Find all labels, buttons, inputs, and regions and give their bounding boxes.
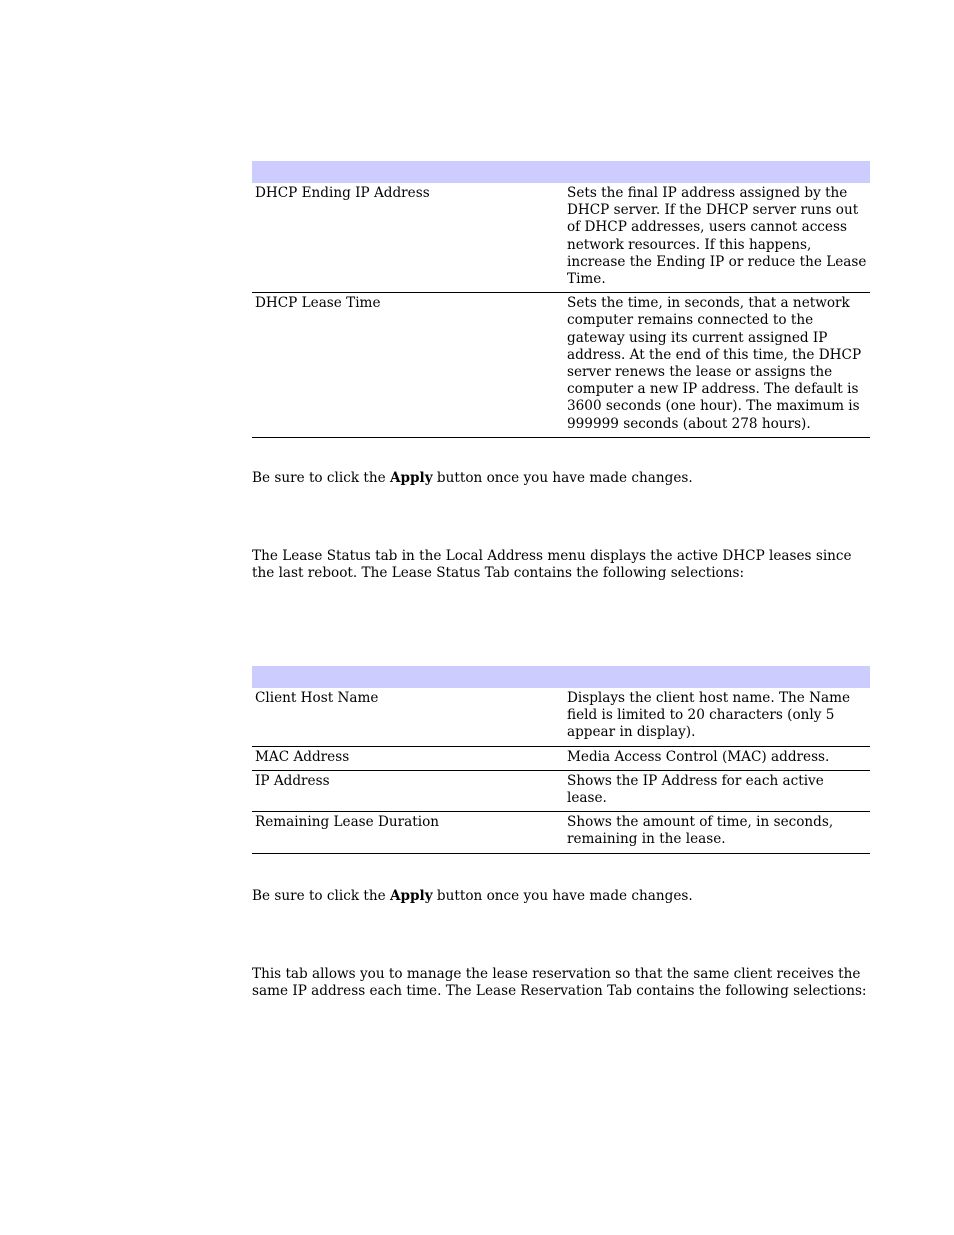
table-header-row xyxy=(252,666,870,688)
field-description: Shows the IP Address for each active lease. xyxy=(561,770,870,811)
apply-note: Be sure to click the Apply button once you have made changes. xyxy=(252,470,693,486)
field-description: Displays the client host name. The Name field is limited to 20 characters (only 5 appear in display). xyxy=(561,688,870,746)
apply-keyword: Apply xyxy=(389,888,433,904)
field-description: Shows the amount of time, in seconds, remaining in the lease. xyxy=(561,812,870,853)
table-row xyxy=(252,770,870,811)
lease-reservation-intro: This tab allows you to manage the lease reservation so that the same client receives the same IP address each time. The Lease Reservation Tab contains the following selections: xyxy=(252,966,867,1000)
apply-note: Be sure to click the Apply button once you have made changes. xyxy=(252,888,693,904)
field-name: MAC Address xyxy=(252,746,561,770)
table-row xyxy=(252,293,870,438)
field-name: Remaining Lease Duration xyxy=(252,812,561,853)
field-description: Media Access Control (MAC) address. xyxy=(561,746,870,770)
dhcp-settings-table xyxy=(252,161,870,438)
lease-status-table-block xyxy=(252,666,870,854)
field-name: IP Address xyxy=(252,770,561,811)
dhcp-settings-table-block xyxy=(252,161,870,438)
lease-status-table xyxy=(252,666,870,854)
field-description: Sets the time, in seconds, that a network computer remains connected to the gateway using its current assigned IP address. At the end of this time, the DHCP server renews the lease or assigns the computer a new IP address. The default is 3600 seconds (one hour). The maximum is 999999 seconds (about 278 hours). xyxy=(561,293,870,438)
table-header-row xyxy=(252,161,870,183)
field-name: Client Host Name xyxy=(252,688,561,746)
field-name: DHCP Lease Time xyxy=(252,293,561,438)
table-row xyxy=(252,746,870,770)
table-row xyxy=(252,688,870,746)
table-row xyxy=(252,812,870,853)
field-description: Sets the final IP address assigned by the DHCP server. If the DHCP server runs out of DHCP addresses, users cannot access network resources. If this happens, increase the Ending IP or reduce the Lease Time. xyxy=(561,183,870,293)
field-name: DHCP Ending IP Address xyxy=(252,183,561,293)
apply-keyword: Apply xyxy=(389,470,433,486)
table-row xyxy=(252,183,870,293)
lease-status-intro: The Lease Status tab in the Local Address menu displays the active DHCP leases since the last reboot. The Lease Status Tab contains the following selections: xyxy=(252,548,852,582)
